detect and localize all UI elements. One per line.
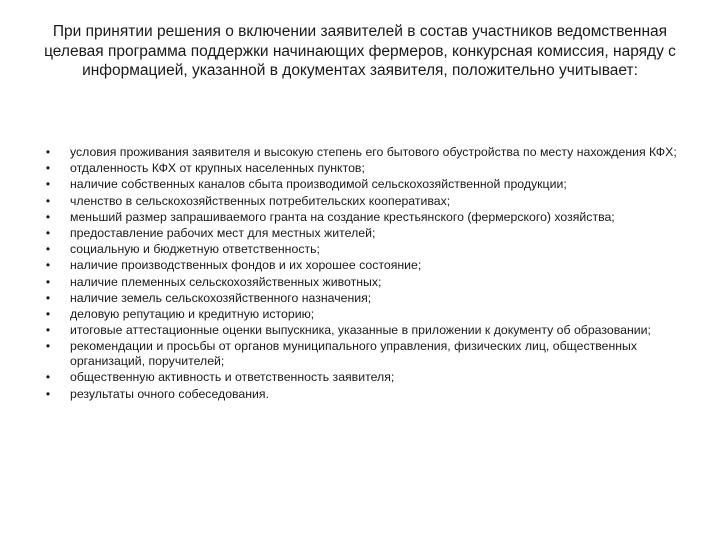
list-item	[0, 323, 720, 338]
slide-title: При принятии решения о включении заявителей в состав участников ведомственная целевая программа поддержки начинающих фермеров, конкурсная комиссия, наряду с информацией, указанной в документах заявителя, положительно учитывает:	[44, 23, 676, 79]
list-item-text: общественную активность и ответственность заявителя;	[70, 370, 395, 385]
list-item	[0, 291, 720, 306]
bullet-icon: •	[45, 258, 51, 273]
list-item-text: рекомендации и просьбы от органов муниципального управления, физических лиц, общественных организаций, поручителей;	[70, 339, 638, 369]
list-item	[0, 275, 720, 290]
list-item-text: итоговые аттестационные оценки выпускника, указанные в приложении к документу об образовании;	[70, 323, 651, 338]
list-item	[0, 242, 720, 257]
list-item	[0, 339, 720, 369]
bullet-icon: •	[45, 323, 51, 338]
list-item	[0, 161, 720, 176]
criteria-list	[0, 145, 720, 403]
list-item	[0, 145, 720, 160]
list-item	[0, 226, 720, 241]
list-item-text: членство в сельскохозяйственных потребительских кооперативах;	[70, 193, 451, 208]
bullet-icon: •	[45, 242, 51, 257]
list-item-text: условия проживания заявителя и высокую степень его бытового обустройства по месту нахождения КФХ;	[70, 145, 677, 159]
bullet-icon: •	[45, 386, 51, 401]
list-item-text: результаты очного собеседования.	[70, 386, 270, 401]
list-item	[0, 370, 720, 385]
bullet-icon: •	[45, 161, 51, 176]
list-item	[0, 194, 720, 209]
bullet-icon: •	[45, 193, 51, 208]
list-item-text: наличие собственных каналов сбыта производимой сельскохозяйственной продукции;	[70, 177, 567, 192]
bullet-icon: •	[45, 145, 51, 159]
bullet-icon: •	[45, 306, 51, 321]
list-item-text: деловую репутацию и кредитную историю;	[70, 306, 315, 321]
list-item	[0, 387, 720, 402]
bullet-icon: •	[45, 370, 51, 385]
list-item-text: социальную и бюджетную ответственность;	[70, 242, 320, 257]
list-item-text: предоставление рабочих мест для местных жителей;	[70, 225, 376, 240]
bullet-icon: •	[45, 290, 51, 305]
list-item-text: меньший размер запрашиваемого гранта на создание крестьянского (фермерского) хозяйства;	[70, 209, 615, 224]
bullet-icon: •	[45, 225, 51, 240]
list-item	[0, 258, 720, 273]
list-item	[0, 177, 720, 192]
bullet-icon: •	[45, 274, 51, 289]
list-item-text: наличие племенных сельскохозяйственных животных;	[70, 274, 382, 289]
list-item	[0, 307, 720, 322]
list-item-text: наличие производственных фондов и их хорошее состояние;	[70, 258, 422, 273]
bullet-icon: •	[45, 177, 51, 192]
bullet-icon: •	[45, 339, 51, 354]
list-item-text: отдаленность КФХ от крупных населенных пунктов;	[70, 161, 365, 176]
bullet-icon: •	[45, 209, 51, 224]
list-item	[0, 210, 720, 225]
list-item-text: наличие земель сельскохозяйственного назначения;	[70, 290, 372, 305]
